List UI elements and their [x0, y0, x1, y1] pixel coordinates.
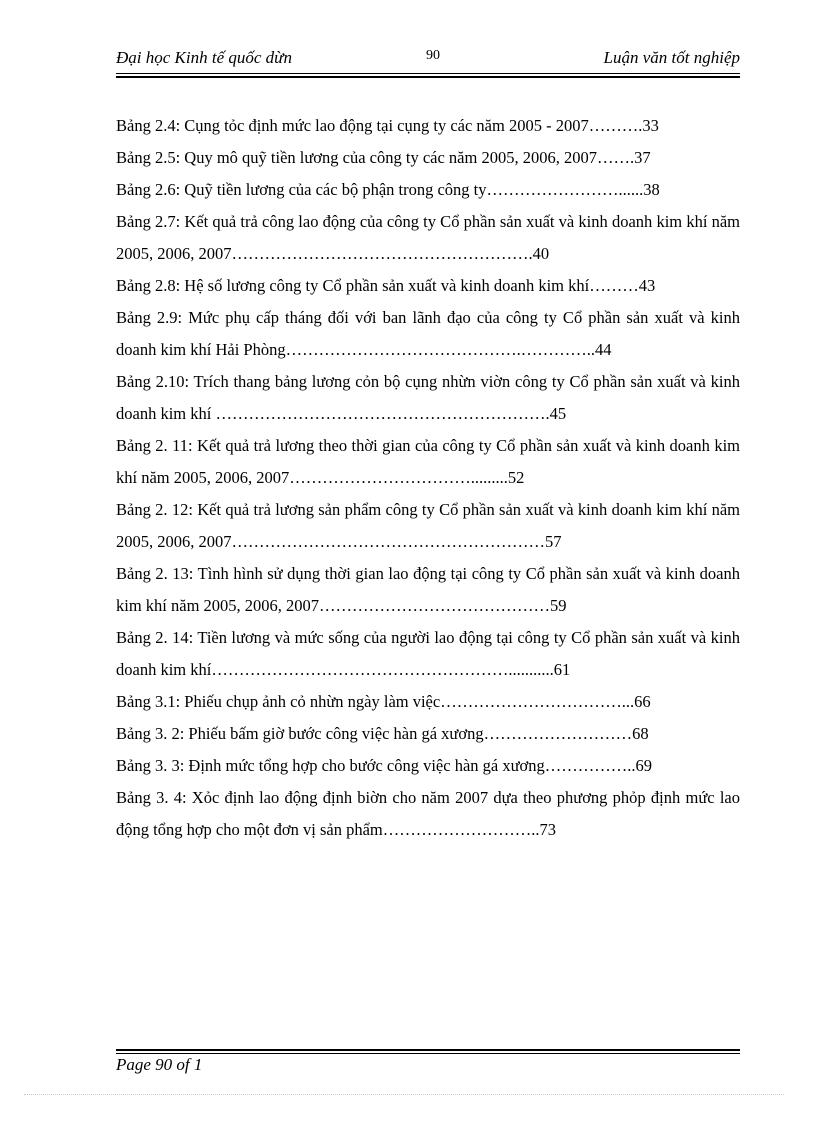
header-rule [116, 73, 740, 74]
header-rule-thick [116, 76, 740, 78]
toc-entry[interactable]: Bảng 2. 14: Tiền lương và mức sống của người lao động tại công ty Cổ phần sản xuất và kinh doanh kim khí………………………………………………...........61 [116, 628, 740, 679]
page-bottom-dotted-line [24, 1094, 784, 1095]
toc-entry[interactable]: Bảng 3. 2: Phiếu bấm giờ bước công việc hàn gá xương………………………68 [116, 724, 649, 743]
toc-entry[interactable]: Bảng 2.5: Quy mô quỹ tiền lương của công ty các năm 2005, 2006, 2007…….37 [116, 148, 651, 167]
page-header [116, 48, 740, 72]
header-university: Đại học Kinh tế quốc dừn [116, 48, 292, 67]
toc-entry[interactable]: Bảng 2.10: Trích thang bảng lương cỏn bộ cụng nhừn viờn công ty Cổ phần sản xuất và kinh doanh kim khí …………………………………………………….45 [116, 372, 740, 423]
toc-entry[interactable]: Bảng 2.6: Quỹ tiền lương của các bộ phận trong công ty……………………......38 [116, 180, 660, 199]
footer-rule-thick [116, 1049, 740, 1051]
header-page-number: 90 [426, 48, 440, 63]
toc-entry[interactable]: Bảng 2. 11: Kết quả trả lương theo thời gian của công ty Cổ phần sản xuất và kinh doanh kim khí năm 2005, 2006, 2007…………………………….........52 [116, 436, 740, 487]
toc-entry[interactable]: Bảng 2.4: Cụng tỏc định mức lao động tại cụng ty các năm 2005 - 2007……….33 [116, 116, 659, 135]
table-of-tables [116, 110, 740, 846]
toc-entry[interactable]: Bảng 2.7: Kết quả trả công lao động của công ty Cổ phần sản xuất và kinh doanh kim khí năm 2005, 2006, 2007……………………………………………….40 [116, 212, 740, 263]
toc-entry[interactable]: Bảng 3. 4: Xỏc định lao động định biờn cho năm 2007 dựa theo phương phỏp định mức lao động tổng hợp cho một đơn vị sản phẩm………………………..73 [116, 788, 740, 839]
toc-entry[interactable]: Bảng 3.1: Phiếu chụp ảnh cỏ nhừn ngày làm việc……………………………...66 [116, 692, 651, 711]
footer-rule [116, 1053, 740, 1054]
toc-entry[interactable]: Bảng 3. 3: Định mức tổng hợp cho bước công việc hàn gá xương……………..69 [116, 756, 653, 775]
header-thesis-title: Luận văn tốt nghiệp [603, 48, 740, 67]
toc-entry[interactable]: Bảng 2. 12: Kết quả trả lương sản phẩm công ty Cổ phần sản xuất và kinh doanh kim khí năm 2005, 2006, 2007…………………………………………………57 [116, 500, 740, 551]
footer-page-label: Page 90 of 1 [116, 1055, 203, 1074]
toc-entry[interactable]: Bảng 2.9: Mức phụ cấp tháng đối với ban lãnh đạo của công ty Cổ phần sản xuất và kinh doanh kim khí Hải Phòng…………………………………….…………..44 [116, 308, 740, 359]
toc-entry[interactable]: Bảng 2. 13: Tình hình sử dụng thời gian lao động tại công ty Cổ phần sản xuất và kinh doanh kim khí năm 2005, 2006, 2007……………………………………59 [116, 564, 740, 615]
toc-entry[interactable]: Bảng 2.8: Hệ số lương công ty Cổ phần sản xuất và kinh doanh kim khí………43 [116, 276, 656, 295]
